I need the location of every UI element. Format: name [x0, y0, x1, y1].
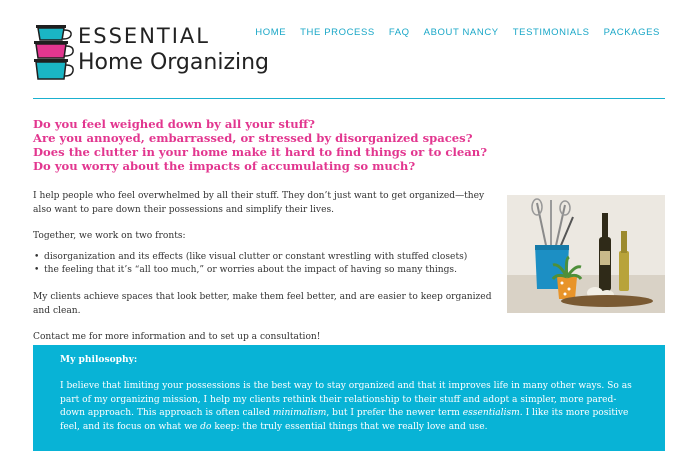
site-header: [0, 0, 700, 100]
list-item: • the feeling that it’s “all too much,” or worries about the impact of having so many things.: [44, 264, 493, 278]
stacked-cups-icon: [32, 20, 76, 84]
fronts-list: [44, 251, 493, 278]
philosophy-text-part: I believe that limiting your possessions is the best way to stay organized and that it improves life in many other ways. So as part of my organizing mission, I help my clients rethink their relationship to their stuff and adopt a simpler, more pared-down approach. This approach is often called: [60, 381, 632, 419]
nav-about-nancy[interactable]: ABOUT NANCY: [423, 27, 499, 38]
question-4: Do you worry about the impacts of accumulating so much?: [33, 159, 416, 173]
nav-home[interactable]: HOME: [255, 27, 287, 38]
together-paragraph: Together, we work on two fronts:: [33, 231, 186, 242]
philosophy-term-minimalism: minimalism: [272, 408, 327, 419]
nav-the-process[interactable]: THE PROCESS: [300, 27, 375, 38]
main-nav: [255, 27, 660, 38]
philosophy-emphasis-do: do: [200, 421, 212, 432]
main-content: [33, 190, 493, 358]
philosophy-text-part: keep: the truly essential things that we really love and use.: [211, 421, 488, 432]
header-divider: [33, 98, 665, 99]
philosophy-term-essentialism: essentialism: [462, 408, 520, 419]
question-2: Are you annoyed, embarrassed, or stressed by disorganized spaces?: [33, 131, 473, 145]
philosophy-text-part: . I like its more positive feel, and its focus on what we: [60, 408, 629, 432]
intro-questions: [33, 117, 633, 173]
nav-packages[interactable]: PACKAGES: [603, 27, 660, 38]
philosophy-text-part: , but I prefer the newer term: [326, 408, 463, 419]
philosophy-text: [60, 380, 640, 434]
question-3: Does the clutter in your home make it hard to find things or to clean?: [33, 145, 488, 159]
list-item: • disorganization and its effects (like visual clutter or constant wrestling with stuffed closets): [44, 251, 493, 265]
kitchen-utensils-photo: [507, 195, 665, 313]
nav-testimonials[interactable]: TESTIMONIALS: [512, 27, 590, 38]
contact-paragraph: Contact me for more information and to set up a consultation!: [33, 332, 321, 343]
intro-paragraph: I help people who feel overwhelmed by all their stuff. They don’t just want to get organized—they also want to pare down their possessions and simplify their lives.: [33, 191, 485, 215]
philosophy-box: [33, 345, 665, 451]
question-1: Do you feel weighed down by all your stuff?: [33, 117, 315, 131]
site-logo[interactable]: [32, 20, 272, 84]
logo-subtitle: Home Organizing: [78, 50, 270, 75]
kitchen-photo-illustration: [507, 195, 665, 313]
philosophy-title: My philosophy:: [60, 354, 138, 365]
outcome-paragraph: My clients achieve spaces that look better, make them feel better, and are easier to keep organized and clean.: [33, 291, 492, 316]
logo-title: ESSENTIAL: [78, 24, 210, 48]
nav-faq[interactable]: FAQ: [388, 27, 410, 38]
